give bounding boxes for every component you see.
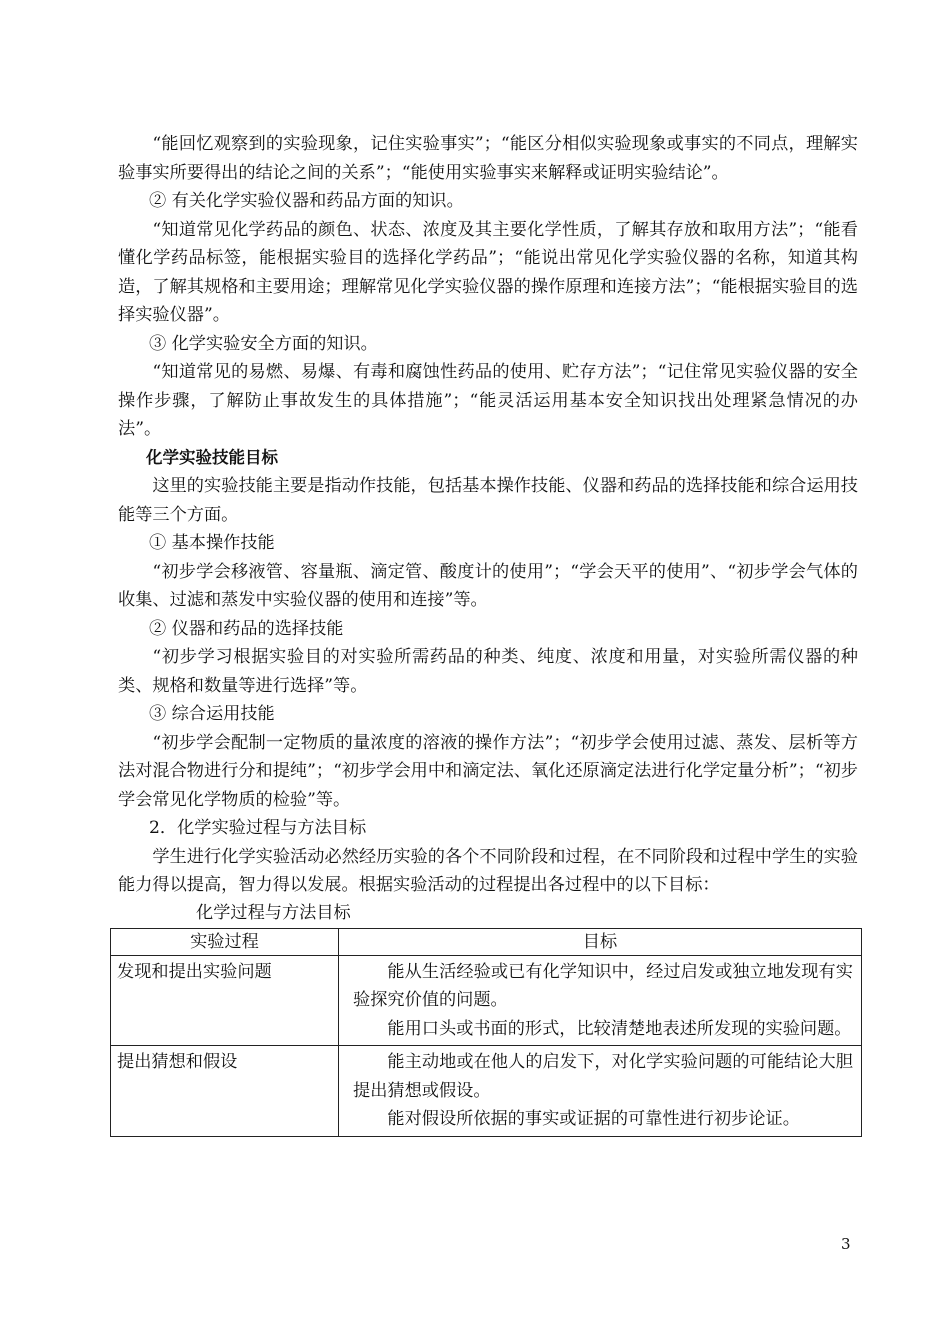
goal-text: 能从生活经验或已有化学知识中，经过启发或独立地发现有实验探究价值的问题。 bbox=[353, 961, 853, 1010]
goal-text: 能对假设所依据的事实或证据的可靠性进行初步论证。 bbox=[387, 1109, 800, 1129]
paragraph-skills-intro: 这里的实验技能主要是指动作技能，包括基本操作技能、仪器和药品的选择技能和综合运用技能等三个方面。 bbox=[118, 476, 858, 525]
cell-goal bbox=[339, 1046, 862, 1137]
subsection-comprehensive: ③ 综合运用技能 bbox=[148, 704, 275, 724]
table-row bbox=[111, 955, 862, 1046]
table-caption: 化学过程与方法目标 bbox=[196, 902, 351, 923]
paragraph-process-method: 学生进行化学实验活动必然经历实验的各个不同阶段和过程，在不同阶段和过程中学生的实验能力得以提高，智力得以发展。根据实验活动的过程提出各过程中的以下目标： bbox=[118, 846, 858, 895]
cell-process: 提出猜想和假设 bbox=[111, 1046, 339, 1137]
paragraph-selection: “初步学习根据实验目的对实验所需药品的种类、纯度、浓度和用量，对实验所需仪器的种类、规格和数量等进行选择”等。 bbox=[118, 647, 858, 696]
subsection-basic-operation: ① 基本操作技能 bbox=[148, 533, 275, 553]
paragraph-recall-facts: “能回忆观察到的实验现象，记住实验事实”；“能区分相似实验现象或事实的不同点，理解实验事实所要得出的结论之间的关系”；“能使用实验事实来解释或证明实验结论”。 bbox=[118, 134, 858, 183]
paragraph-comprehensive: “初步学会配制一定物质的量浓度的溶液的操作方法”；“初步学会使用过滤、蒸发、层析等方法对混合物进行分和提纯”；“初步学会用中和滴定法、氧化还原滴定法进行化学定量分析”；“初步学会常见化学物质的检验”等。 bbox=[118, 732, 858, 810]
goal-text: 能用口头或书面的形式，比较清楚地表述所发现的实验问题。 bbox=[387, 1018, 852, 1039]
page-body bbox=[118, 130, 858, 1137]
section-heading-skills: 化学实验技能目标 bbox=[146, 447, 278, 467]
paragraph-safety: “知道常见的易燃、易爆、有毒和腐蚀性药品的使用、贮存方法”；“记住常见实验仪器的安全操作步骤，了解防止事故发生的具体措施”；“能灵活运用基本安全知识找出处理紧急情况的办法”。 bbox=[118, 362, 858, 439]
subsection-safety: ③ 化学实验安全方面的知识。 bbox=[148, 333, 378, 354]
page-number: 3 bbox=[841, 1235, 851, 1253]
table-row bbox=[111, 1046, 862, 1137]
cell-process: 发现和提出实验问题 bbox=[111, 955, 339, 1046]
table-header-row bbox=[111, 928, 862, 955]
process-goals-table bbox=[110, 928, 862, 1137]
subsection-instruments-drugs: ② 有关化学实验仪器和药品方面的知识。 bbox=[148, 191, 464, 211]
header-process: 实验过程 bbox=[111, 928, 339, 955]
paragraph-basic-operation: “初步学会移液管、容量瓶、滴定管、酸度计的使用”；“学会天平的使用”、“初步学会气体的收集、过滤和蒸发中实验仪器的使用和连接”等。 bbox=[118, 561, 858, 610]
goal-text: 能主动地或在他人的启发下，对化学实验问题的可能结论大胆提出猜想或假设。 bbox=[353, 1052, 853, 1101]
header-goal: 目标 bbox=[339, 928, 862, 955]
section-heading-process-method: 2．化学实验过程与方法目标 bbox=[148, 818, 367, 838]
subsection-selection: ② 仪器和药品的选择技能 bbox=[148, 618, 344, 639]
cell-goal bbox=[339, 955, 862, 1046]
paragraph-instruments-drugs: “知道常见化学药品的颜色、状态、浓度及其主要化学性质，了解其存放和取用方法”；“能看懂化学药品标签，能根据实验目的选择化学药品”；“能说出常见化学实验仪器的名称，知道其构造，了解其规格和主要用途；理解常见化学实验仪器的操作原理和连接方法”；“能根据实验目的选择实验仪器”。 bbox=[118, 219, 858, 325]
